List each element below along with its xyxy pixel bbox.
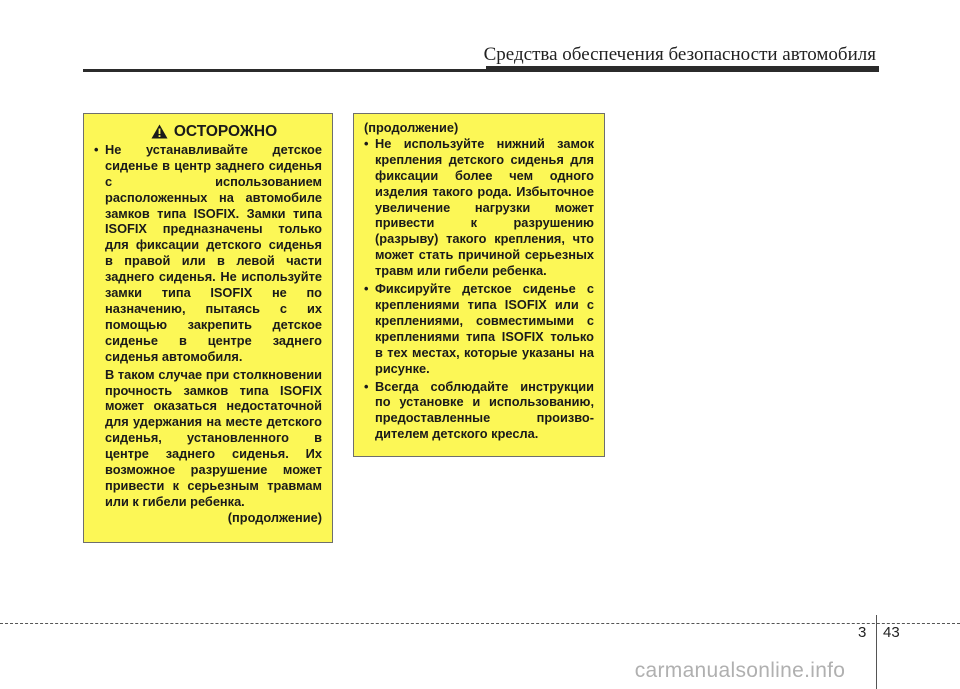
warning-heading [106,124,322,140]
warning-box [83,113,333,543]
continuation-heading: (продолжение) [364,120,459,135]
continuation-bullet: • Фиксируйте детское сиденье с креплениями типа ISOFIX или с креплениями, совместимыми с креплениями типа ISOFIX только в тех местах, которые указаны на рисунке. [364,281,594,376]
warning-heading-text: ОСТОРОЖНО [173,123,278,140]
page-number: 43 [883,624,900,641]
continuation-box [353,113,605,457]
continuation-bullet: • Всегда соблюдайте инструкции по установке и использованию, предоставленные произво-дителем детского кресла. [364,379,594,443]
warning-triangle-icon [151,124,168,139]
chapter-number: 3 [858,624,867,641]
header-rule-accent [486,66,879,72]
warning-bullet: • Не устанавливайте детское сиденье в центр заднего сиденья с использованием расположенных на автомобиле замков типа ISOFIX. Замки типа ISOFIX предназначены только для фиксации детского сиденья в правой или в левой части заднего сиденья. Не используйте замки типа ISOFIX не по назначению, пытаясь с их помощью закрепить детское сиденье в центре заднего сиденья автомобиля. [94,142,322,365]
continued-label: (продолжение) [227,509,322,525]
watermark: carmanualsonline.info [634,659,846,682]
footer-rule [0,623,960,624]
continuation-bullet: • Не используйте нижний замок крепления детского сиденья для фиксации более чем одного изделия такого рода. Избыточное увеличение нагрузки может привести к разрушению (разрыву) такого крепления, что может стать причиной серьезных травм или гибели ребенка. [364,136,594,279]
warning-paragraph: В таком случае при столкновении прочность замков типа ISOFIX может оказаться недостаточной для удержания на месте детского сиденья, установленного в центре заднего сиденья. Их возможное разрушение может привести к серьезным травмам или к гибели ребенка. [105,366,322,509]
page-header-title: Средства обеспечения безопасности автомобиля [483,44,876,65]
